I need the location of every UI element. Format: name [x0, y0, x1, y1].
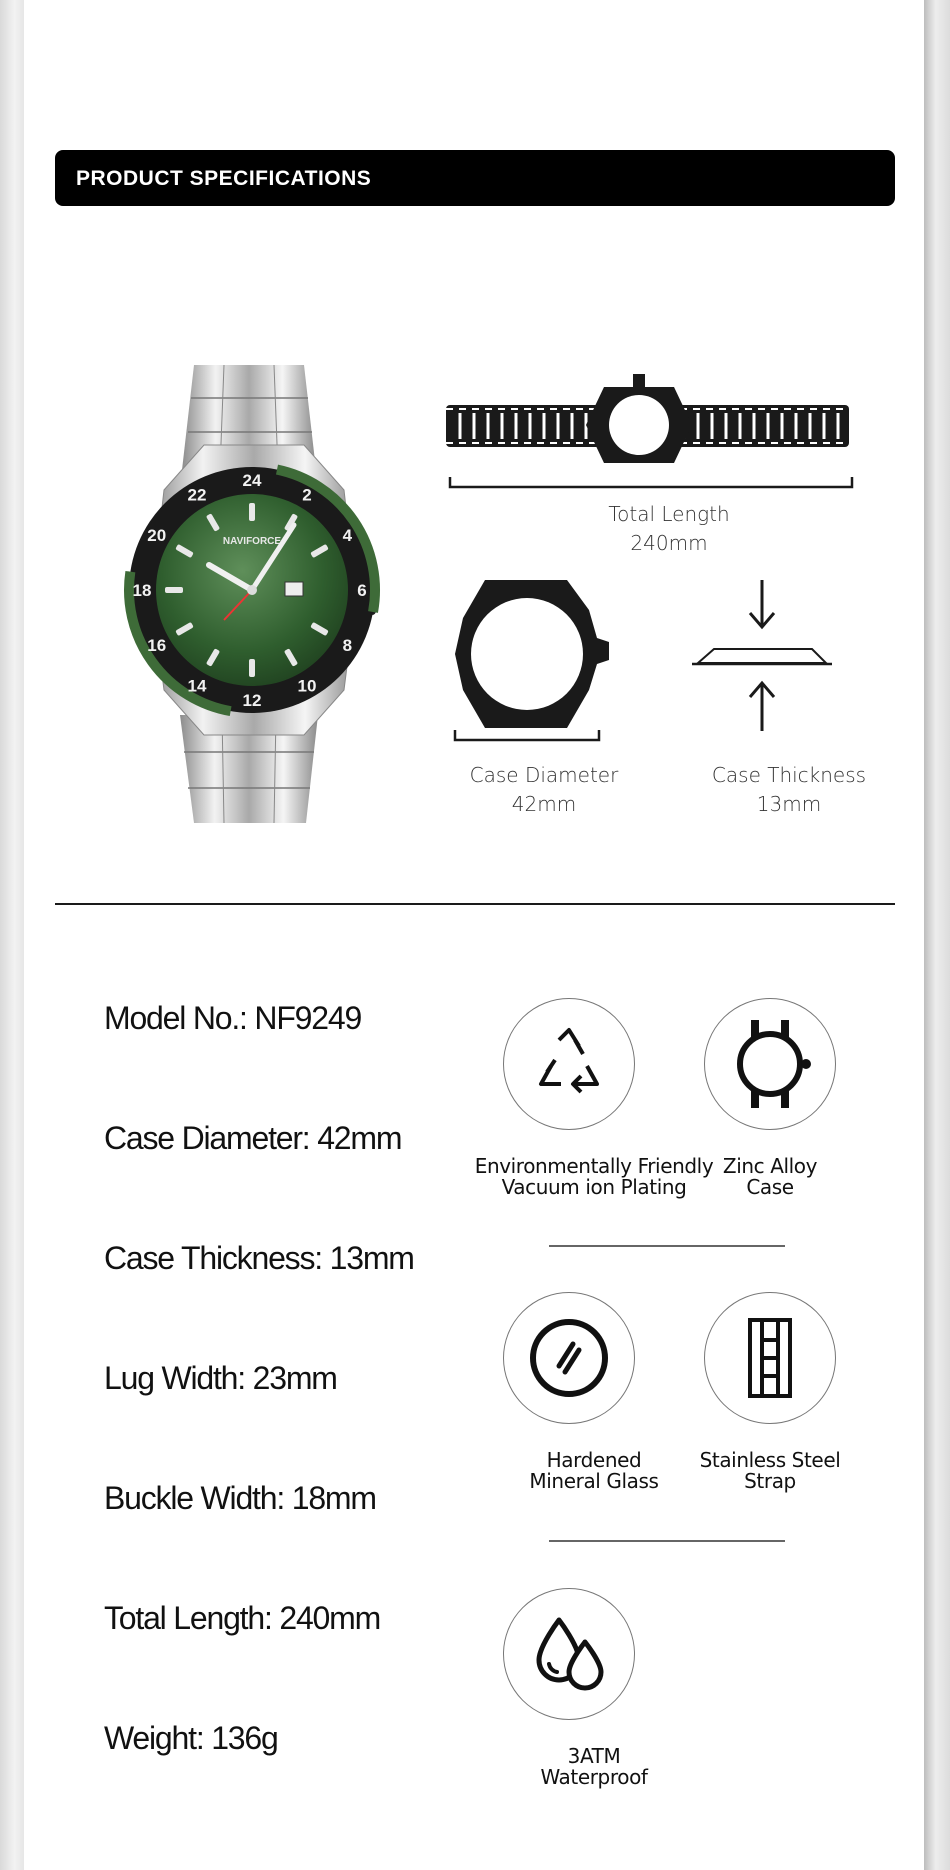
bezel-number: 4	[342, 526, 353, 545]
brand-logo: NAVIFORCE	[222, 536, 282, 547]
bezel-number: 20	[147, 526, 167, 545]
bezel-number: 8	[342, 636, 353, 655]
bezel-number: 12	[242, 691, 262, 710]
water-drops-icon	[529, 1614, 609, 1694]
strap-length-diagram	[434, 365, 884, 495]
bezel-number: 24	[242, 471, 262, 490]
feature-divider-2	[549, 1540, 785, 1542]
recycle-icon	[531, 1026, 607, 1102]
hour-index	[249, 659, 255, 677]
feature-divider-1	[549, 1245, 785, 1247]
case-diameter-label: Case Diameter	[469, 763, 619, 787]
section-divider	[55, 903, 895, 905]
bezel-number: 2	[302, 485, 312, 505]
steel-strap-label: Stainless Steel Strap	[699, 1448, 841, 1493]
case-diameter-caption	[434, 761, 654, 819]
mineral-glass-label: Hardened Mineral Glass	[529, 1448, 659, 1493]
eco-plating-badge	[503, 998, 635, 1130]
specifications-title: PRODUCT SPECIFICATIONS	[76, 167, 372, 190]
steel-strap-badge	[704, 1292, 836, 1424]
bezel-number: 10	[297, 676, 317, 696]
mineral-glass-badge	[503, 1292, 635, 1424]
zinc-alloy-badge	[704, 998, 836, 1130]
bezel-number: 6	[357, 581, 367, 600]
hour-index	[249, 503, 255, 521]
case-diameter-value: 42mm	[511, 792, 577, 816]
watch-case-icon	[727, 1016, 813, 1112]
total-length-label: Total Length	[608, 502, 730, 526]
watch-product-image	[94, 360, 414, 830]
glass-icon	[527, 1316, 611, 1400]
spec-case-diameter: Case Diameter: 42mm	[104, 1120, 402, 1156]
spec-total-length: Total Length: 240mm	[104, 1600, 381, 1636]
eco-plating-label: Environmentally Friendly Vacuum ion Plating	[474, 1154, 714, 1199]
zinc-alloy-label: Zinc Alloy Case	[722, 1154, 818, 1199]
case-thickness-label: Case Thickness	[711, 763, 867, 787]
case-thickness-value: 13mm	[756, 792, 822, 816]
date-window	[285, 582, 303, 596]
content-panel	[24, 0, 924, 1870]
hour-index	[165, 587, 183, 593]
bezel-number: 22	[187, 485, 207, 505]
spec-case-thickness: Case Thickness: 13mm	[104, 1240, 414, 1276]
total-length-caption	[544, 500, 794, 558]
spec-list	[104, 1000, 464, 1840]
spec-weight: Weight: 136g	[104, 1720, 278, 1756]
bezel-number: 16	[147, 636, 167, 655]
case-thickness-caption	[679, 761, 899, 819]
waterproof-label: 3ATM Waterproof	[540, 1744, 648, 1789]
waterproof-badge	[503, 1588, 635, 1720]
case-thickness-diagram	[684, 575, 844, 735]
left-edge-background	[0, 0, 24, 1870]
spec-lug-width: Lug Width: 23mm	[104, 1360, 337, 1396]
specifications-header-bar	[55, 150, 895, 206]
case-diameter-diagram	[449, 560, 639, 745]
spec-model: Model No.: NF9249	[104, 1000, 362, 1036]
bezel-number: 18	[132, 581, 152, 600]
bezel-number: 14	[187, 676, 207, 696]
spec-buckle-width: Buckle Width: 18mm	[104, 1480, 376, 1516]
right-edge-background	[924, 0, 950, 1870]
total-length-value: 240mm	[630, 531, 708, 555]
strap-icon	[744, 1316, 796, 1400]
